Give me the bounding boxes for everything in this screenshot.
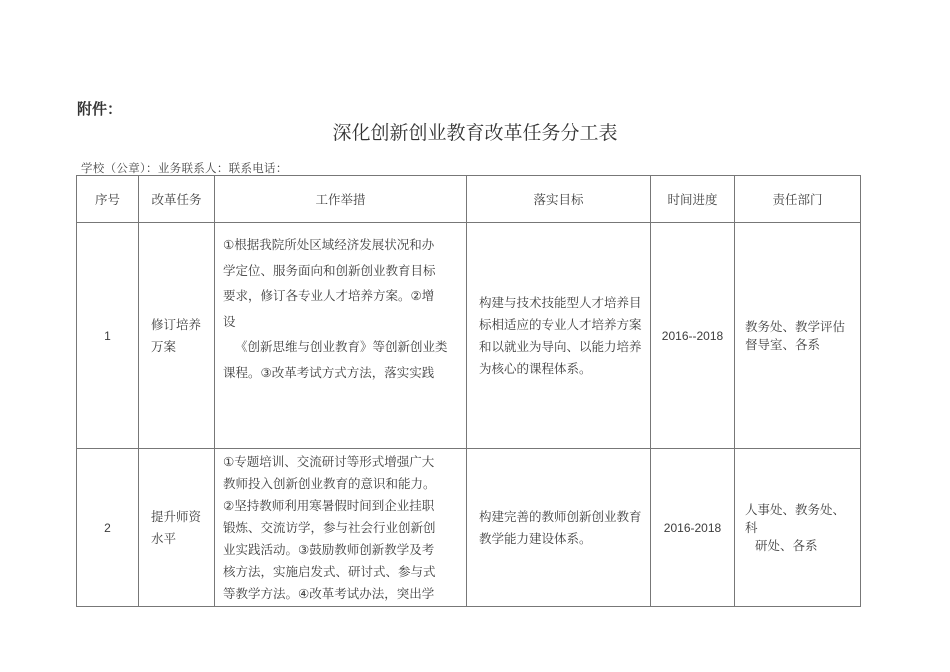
measure-line: 等教学方法。④改革考试办法，突出学	[223, 586, 435, 601]
measure-line: 《创新思维与创业教育》等创新创业类	[235, 339, 448, 354]
measure-line: 设	[223, 313, 236, 329]
column-header-dept: 责任部门	[735, 176, 861, 223]
measure-line: 要求，修订各专业人才培养方案。②增	[223, 288, 435, 303]
cell-task: 修订培养万案	[139, 223, 215, 449]
cell-time: 2016-2018	[651, 449, 735, 607]
cell-seq: 1	[77, 223, 139, 449]
cell-goal: 构建与技术技能型人才培养目标相适应的专业人才培养方案和以就业为导向、以能力培养为核心的课程体系。	[467, 223, 651, 449]
measure-line: 课程。③改革考试方式方法，落实实践	[223, 364, 435, 380]
column-header-measures: 工作举措	[215, 176, 467, 223]
table-header-row	[77, 176, 861, 223]
cell-task: 提升师资水平	[139, 449, 215, 607]
school-contact-line: 学校（公章）：业务联系人：联系电话：	[81, 161, 288, 175]
dept-line: 教务处、教学评估督导室、各系	[745, 318, 846, 352]
cell-dept	[735, 223, 861, 449]
table-row	[77, 223, 861, 449]
column-header-task: 改革任务	[139, 176, 215, 223]
column-header-time: 时间进度	[651, 176, 735, 223]
cell-goal: 构建完善的教师创新创业教育教学能力建设体系。	[467, 449, 651, 607]
dept-line: 研处、各系	[755, 537, 818, 553]
measure-line: ①专题培训、交流研讨等形式增强广大	[223, 454, 435, 469]
document-title: 深化创新创业教育改革任务分工表	[332, 122, 618, 144]
column-header-goal: 落实目标	[467, 176, 651, 223]
cell-measures	[215, 223, 467, 449]
measure-line: ①根据我院所处区域经济发展状况和办	[223, 237, 435, 252]
measure-line: 教师投入创新创业教育的意识和能力。	[223, 476, 436, 491]
cell-seq: 2	[77, 449, 139, 607]
dept-line: 人事处、教务处、科	[745, 501, 846, 535]
measure-line: ②坚持教师利用寒暑假时间到企业挂职	[223, 498, 435, 513]
table-row	[77, 449, 861, 607]
cell-time: 2016--2018	[651, 223, 735, 449]
column-header-seq: 序号	[77, 176, 139, 223]
measure-line: 业实践活动。③鼓励教师创新教学及考	[223, 542, 435, 557]
cell-dept	[735, 449, 861, 607]
measure-line: 学定位、服务面向和创新创业教育目标	[223, 262, 436, 278]
measure-line: 核方法，实施启发式、研讨式、参与式	[223, 564, 436, 579]
attachment-label: 附件：	[77, 100, 123, 118]
cell-measures	[215, 449, 467, 607]
task-division-table	[76, 175, 861, 607]
measure-line: 锻炼、交流访学，参与社会行业创新创	[223, 520, 436, 535]
